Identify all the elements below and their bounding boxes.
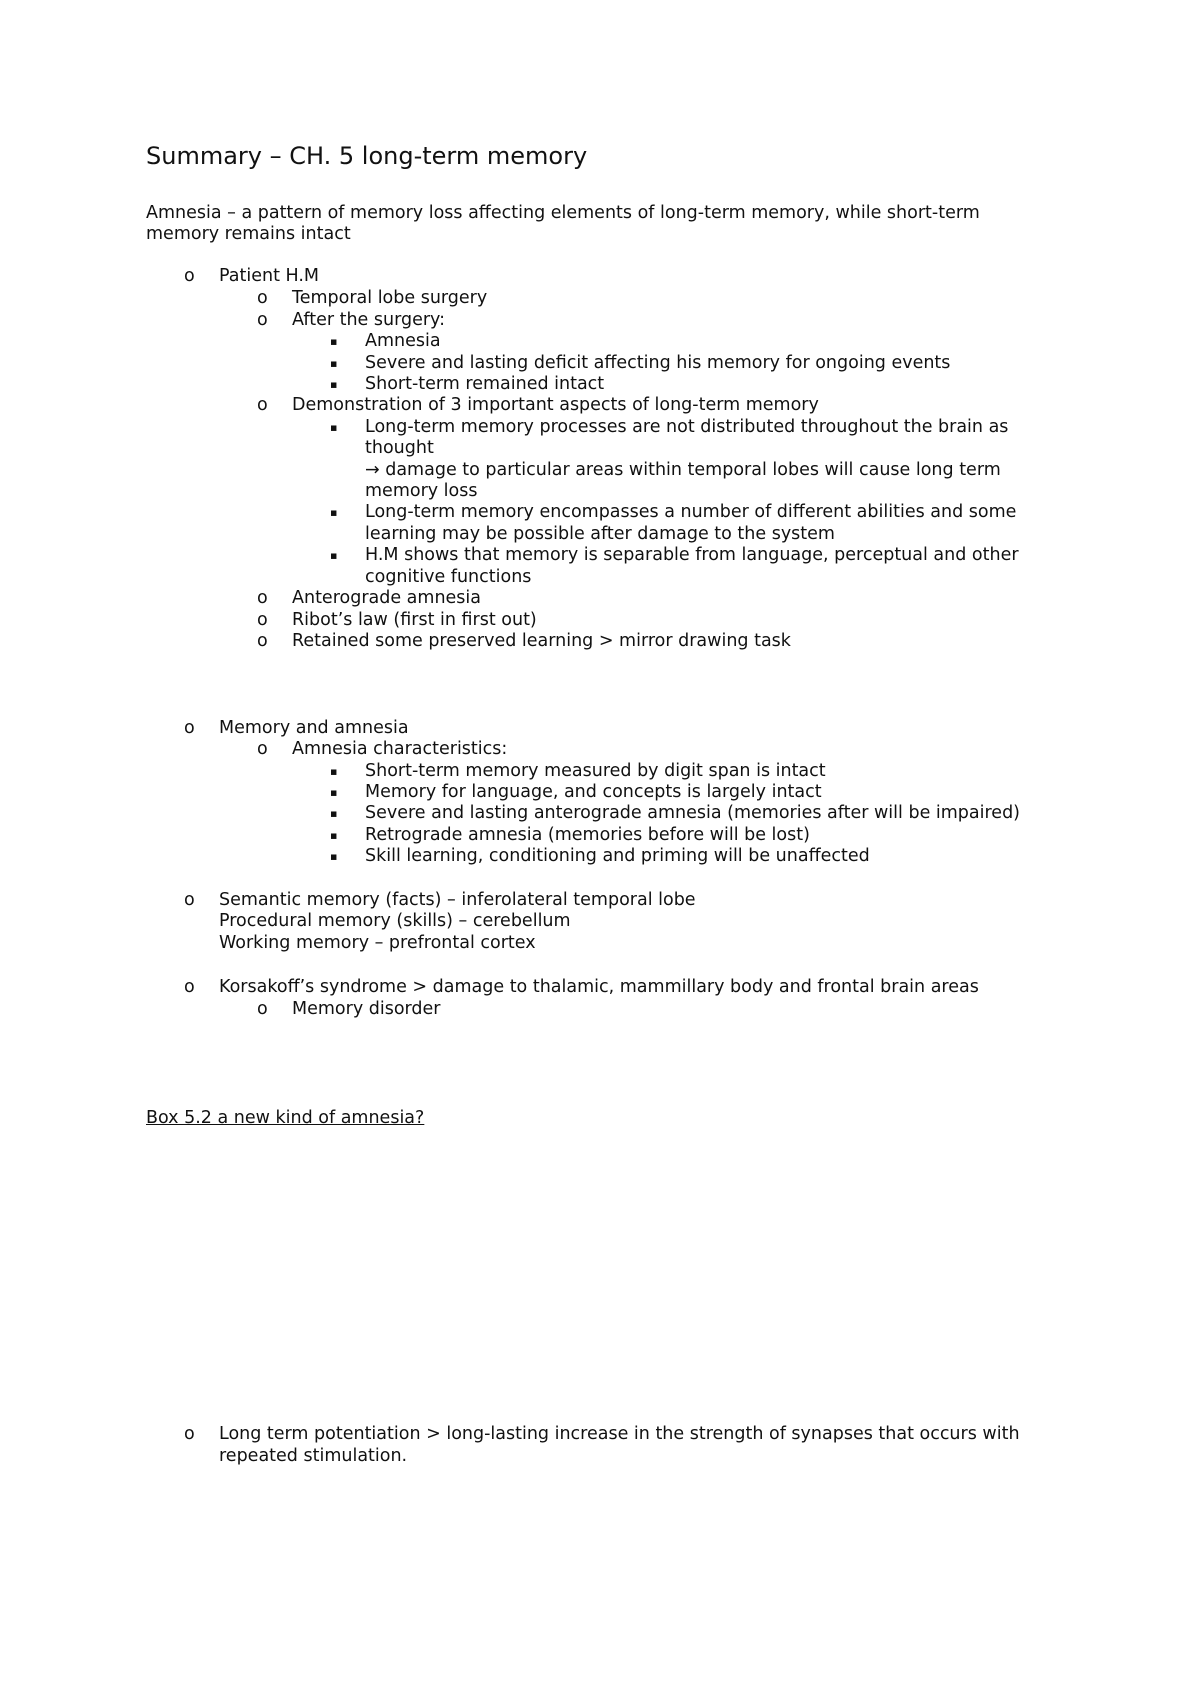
list-item-line: Long-term memory encompasses a number of different abilities and some <box>365 502 1017 522</box>
list-marker: ▪ <box>330 506 338 519</box>
intro-paragraph: Amnesia – a pattern of memory loss affecting elements of long-term memory, while short-term memory remains intact <box>146 203 980 244</box>
list-marker: o <box>184 1424 195 1444</box>
list-item-temporal-lobe-surgery: Temporal lobe surgery <box>292 288 488 308</box>
list-marker: ▪ <box>330 549 338 562</box>
list-marker: ▪ <box>330 421 338 434</box>
list-item: Severe and lasting anterograde amnesia (memories after will be impaired) <box>365 803 1021 823</box>
list-item-line: memory loss <box>365 481 478 501</box>
list-item-line: thought <box>365 438 434 458</box>
list-item: Memory for language, and concepts is largely intact <box>365 782 822 802</box>
list-marker: o <box>257 739 268 759</box>
list-item-line: Procedural memory (skills) – cerebellum <box>219 911 571 931</box>
list-item-line: H.M shows that memory is separable from language, perceptual and other <box>365 545 1019 565</box>
list-item: Short-term memory measured by digit span is intact <box>365 761 826 781</box>
page-title: Summary – CH. 5 long-term memory <box>146 142 588 170</box>
list-item-line: Long-term memory processes are not distributed throughout the brain as <box>365 417 1009 437</box>
list-item: Short-term remained intact <box>365 374 605 394</box>
list-item: Severe and lasting deficit affecting his memory for ongoing events <box>365 353 951 373</box>
list-item-memory-disorder: Memory disorder <box>292 999 441 1019</box>
list-marker: o <box>257 631 268 651</box>
list-item: Retrograde amnesia (memories before will be lost) <box>365 825 810 845</box>
list-marker: o <box>257 395 268 415</box>
list-marker: ▪ <box>330 850 338 863</box>
list-marker: ▪ <box>330 357 338 370</box>
list-marker: o <box>184 890 195 910</box>
list-item-anterograde: Anterograde amnesia <box>292 588 482 608</box>
list-marker: o <box>257 288 268 308</box>
list-marker: ▪ <box>330 829 338 842</box>
list-item-line: cognitive functions <box>365 567 532 587</box>
list-item-memory-amnesia: Memory and amnesia <box>219 718 409 738</box>
list-item-after-surgery: After the surgery: <box>292 310 446 330</box>
list-item-ribot: Ribot’s law (first in first out) <box>292 610 537 630</box>
list-marker: o <box>257 999 268 1019</box>
list-marker: o <box>257 588 268 608</box>
list-item-line: Working memory – prefrontal cortex <box>219 933 536 953</box>
list-item-line: → damage to particular areas within temporal lobes will cause long term <box>365 460 1001 480</box>
list-item-line: learning may be possible after damage to the system <box>365 524 835 544</box>
list-item-demonstration: Demonstration of 3 important aspects of long-term memory <box>292 395 819 415</box>
list-item-line: Semantic memory (facts) – inferolateral temporal lobe <box>219 890 696 910</box>
list-item-patient-hm: Patient H.M <box>219 266 320 286</box>
list-marker: ▪ <box>330 765 338 778</box>
list-item: Skill learning, conditioning and priming will be unaffected <box>365 846 870 866</box>
list-marker: o <box>184 266 195 286</box>
list-item: Amnesia <box>365 331 441 351</box>
list-marker: ▪ <box>330 378 338 391</box>
list-marker: ▪ <box>330 786 338 799</box>
list-marker: o <box>184 977 195 997</box>
list-marker: ▪ <box>330 335 338 348</box>
list-marker: o <box>184 718 195 738</box>
list-item-characteristics: Amnesia characteristics: <box>292 739 508 759</box>
list-marker: o <box>257 610 268 630</box>
box-heading: Box 5.2 a new kind of amnesia? <box>146 1108 425 1128</box>
list-item-line: repeated stimulation. <box>219 1446 408 1466</box>
list-marker: o <box>257 310 268 330</box>
list-item-korsakoff: Korsakoff’s syndrome > damage to thalamic, mammillary body and frontal brain areas <box>219 977 979 997</box>
list-marker: ▪ <box>330 807 338 820</box>
list-item-line: Long term potentiation > long-lasting increase in the strength of synapses that occurs with <box>219 1424 1020 1444</box>
list-item-retained: Retained some preserved learning > mirror drawing task <box>292 631 791 651</box>
